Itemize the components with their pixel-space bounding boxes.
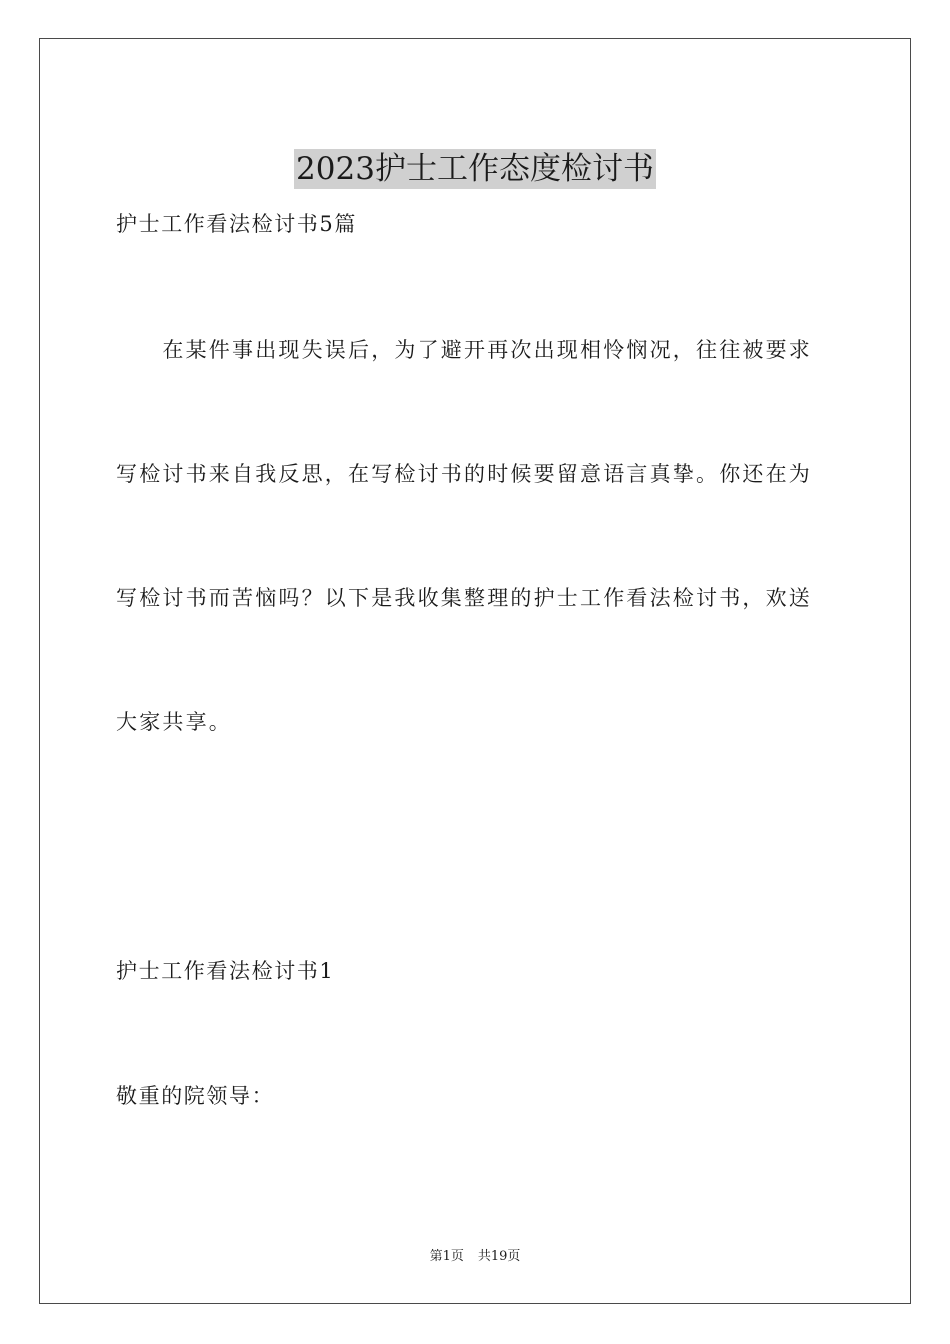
- document-title: 2023护士工作态度检讨书: [296, 150, 654, 187]
- page-number-total: 共19页: [477, 1249, 521, 1264]
- page-footer: [0, 1248, 950, 1266]
- salutation: 敬重的院领导：: [116, 1084, 275, 1108]
- intro-line-3: 写检讨书而苦恼吗？以下是我收集整理的护士工作看法检讨书，欢送: [116, 586, 812, 610]
- title-container: [0, 128, 950, 210]
- intro-line-2: 写检讨书来自我反思，在写检讨书的时候要留意语言真挚。你还在为: [116, 462, 812, 486]
- document-subtitle: 护士工作看法检讨书5篇: [116, 212, 357, 236]
- section-heading: 护士工作看法检讨书1: [116, 959, 335, 983]
- page-number-current: 第1页: [429, 1249, 464, 1264]
- intro-line-1: 在某件事出现失误后，为了避开再次出现相怜悯况，往往被要求: [116, 338, 812, 362]
- intro-line-4: 大家共享。: [116, 710, 232, 734]
